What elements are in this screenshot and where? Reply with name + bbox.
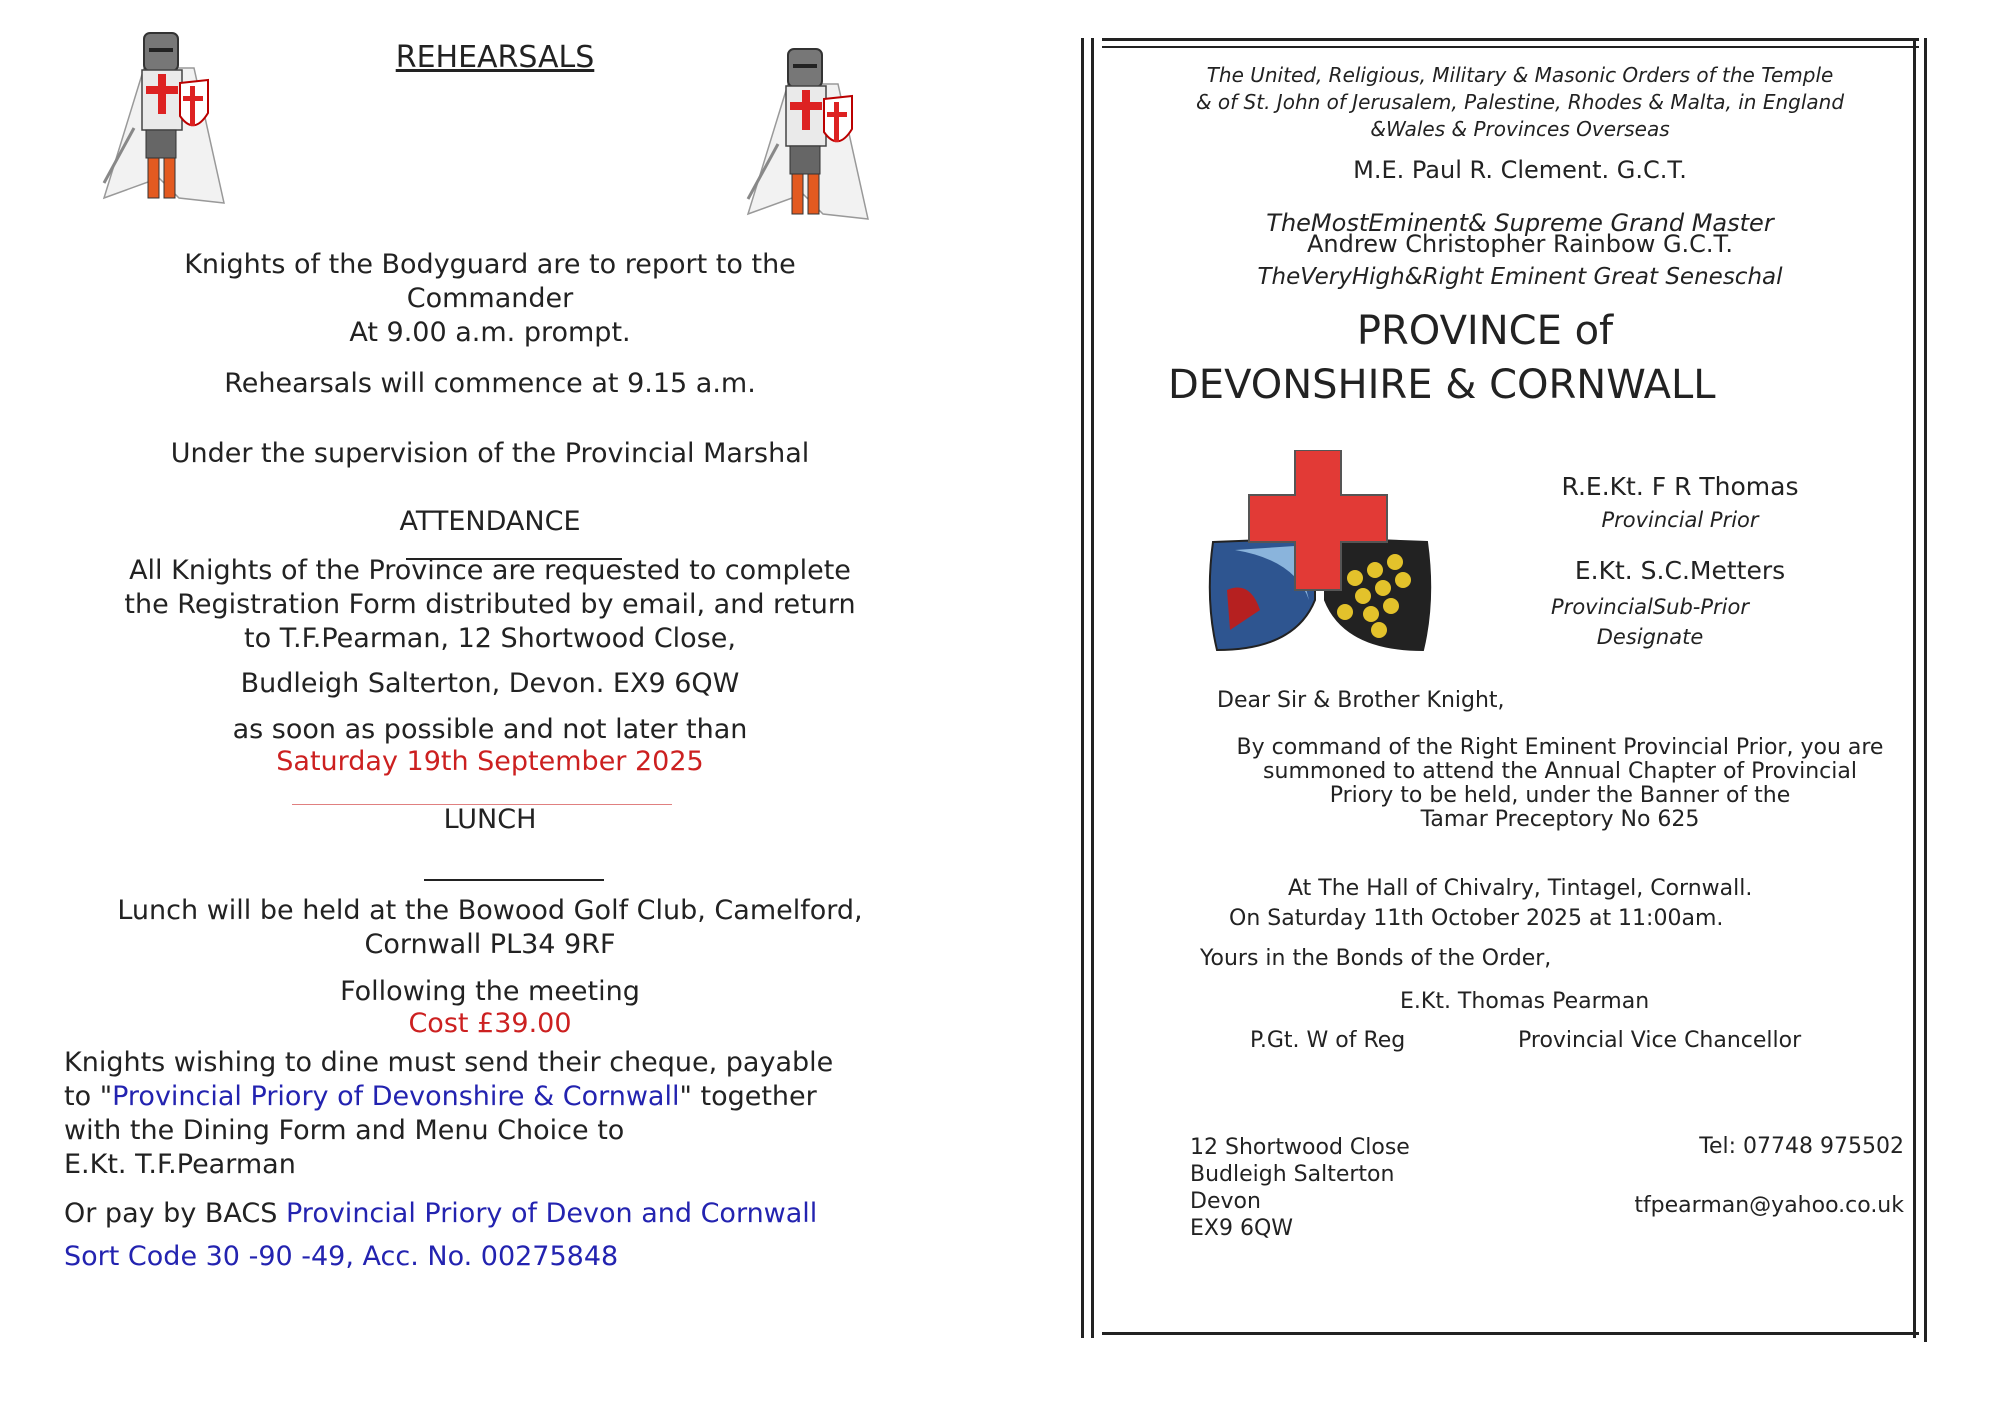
lunch-heading: LUNCH: [443, 804, 537, 835]
summons-line: summoned to attend the Annual Chapter of Provincial: [1263, 759, 1857, 784]
bodyguard-instructions: [60, 248, 920, 350]
border-bottom: [1102, 1332, 1919, 1335]
lunch-line: Cornwall PL34 9RF: [364, 929, 616, 960]
deadline-date: Saturday 19th September 2025: [276, 746, 704, 777]
lunch-divider: [424, 879, 604, 881]
prior-title: Provincial Prior: [1601, 508, 1759, 532]
attendance-line: to T.F.Pearman, 12 Shortwood Close,: [244, 623, 736, 654]
subprior-title-line: ProvincialSub-Prior: [1551, 595, 1749, 619]
attendance-instructions: [60, 554, 920, 656]
deadline-line: as soon as possible and not later than: [232, 714, 748, 745]
bacs-word: BACS: [204, 1198, 278, 1229]
lunch-venue: [60, 894, 920, 962]
attendance-heading: ATTENDANCE: [399, 506, 581, 537]
prior-name: R.E.Kt. F R Thomas: [1561, 472, 1799, 501]
address-line: EX9 6QW: [1190, 1216, 1294, 1241]
templar-knight-illustration-left: [84, 28, 244, 214]
rehearsals-commence: Rehearsals will commence at 9.15 a.m.: [224, 368, 756, 399]
postal-address: [1190, 1134, 1510, 1242]
province-heading-line2: DEVONSHIRE & CORNWALL: [1168, 362, 1716, 408]
cheque-payee: Provincial Priory of Devonshire & Cornwall: [112, 1081, 680, 1112]
rehearsals-heading: REHEARSALS: [395, 40, 595, 75]
border-left-inner: [1091, 38, 1094, 1338]
signatory-office: Provincial Vice Chancellor: [1518, 1028, 1802, 1053]
seneschal-title: TheVeryHigh&Right Eminent Great Seneschal: [1257, 264, 1783, 290]
order-title: [1110, 62, 1930, 143]
lunch-line: Lunch will be held at the Bowood Golf Club, Camelford,: [117, 895, 863, 926]
salutation: Dear Sir & Brother Knight,: [1217, 688, 1505, 713]
address-line: 12 Shortwood Close: [1190, 1135, 1410, 1160]
closing-line: Yours in the Bonds of the Order,: [1200, 946, 1552, 971]
summons-line: Priory to be held, under the Banner of the: [1329, 783, 1791, 808]
bodyguard-line: Knights of the Bodyguard are to report to the: [184, 249, 796, 280]
bacs-line: [64, 1198, 964, 1229]
grand-master-title: TheMostEminent& Supreme Grand Master: [1266, 209, 1774, 237]
order-line: &Wales & Provinces Overseas: [1370, 117, 1670, 141]
provincial-crest-emblem: [1205, 450, 1435, 660]
summons-line: Tamar Preceptory No 625: [1420, 807, 1700, 832]
border-top-outer: [1102, 38, 1919, 41]
bodyguard-line: At 9.00 a.m. prompt.: [349, 317, 631, 348]
following-meeting: Following the meeting: [340, 976, 640, 1007]
attendance-address: Budleigh Salterton, Devon. EX9 6QW: [240, 668, 740, 699]
dining-line: E.Kt. T.F.Pearman: [64, 1149, 296, 1180]
border-top-inner: [1102, 46, 1919, 48]
templar-knight-illustration-right: [728, 44, 888, 230]
supervision-note: Under the supervision of the Provincial Marshal: [170, 438, 810, 469]
attendance-line: All Knights of the Province are requested to complete: [129, 555, 851, 586]
order-line: The United, Religious, Military & Masonic Orders of the Temple: [1206, 63, 1834, 87]
dining-instructions: [64, 1046, 964, 1182]
lunch-cost: Cost £39.00: [408, 1008, 572, 1039]
address-line: Budleigh Salterton: [1190, 1162, 1395, 1187]
quote-close: " together: [679, 1081, 817, 1112]
summons-text: [1190, 736, 1930, 832]
address-line: Devon: [1190, 1189, 1261, 1214]
meeting-date-line: On Saturday 11th October 2025 at 11:00am.: [1229, 906, 1724, 931]
subprior-title-line: Designate: [1596, 625, 1704, 649]
attendance-line: the Registration Form distributed by email, and return: [124, 589, 856, 620]
signatory-rank: P.Gt. W of Reg: [1250, 1028, 1406, 1053]
subprior-name: E.Kt. S.C.Metters: [1574, 556, 1786, 585]
bacs-prefix: Or pay by: [64, 1198, 205, 1229]
seneschal-name: Andrew Christopher Rainbow G.C.T.: [1307, 230, 1733, 258]
email-address[interactable]: tfpearman@yahoo.co.uk: [1634, 1193, 1904, 1218]
border-left-outer: [1081, 38, 1084, 1338]
summons-line: By command of the Right Eminent Provincial Prior, you are: [1236, 735, 1884, 760]
dining-line: Knights wishing to dine must send their cheque, payable: [64, 1047, 834, 1078]
dining-line: with the Dining Form and Menu Choice to: [64, 1115, 625, 1146]
bodyguard-line: Commander: [406, 283, 574, 314]
telephone-number: Tel: 07748 975502: [1699, 1134, 1904, 1159]
order-line: & of St. John of Jerusalem, Palestine, Rhodes & Malta, in England: [1195, 90, 1845, 114]
bank-details: Sort Code 30 -90 -49, Acc. No. 00275848: [64, 1241, 619, 1272]
province-heading-line1: PROVINCE of: [1356, 308, 1614, 354]
dining-line: [64, 1080, 964, 1114]
bacs-payee: Provincial Priory of Devon and Cornwall: [286, 1198, 818, 1229]
quote-open: to ": [64, 1081, 113, 1112]
venue-line: At The Hall of Chivalry, Tintagel, Cornwall.: [1288, 876, 1753, 901]
grand-master-name: M.E. Paul R. Clement. G.C.T.: [1353, 156, 1687, 184]
subprior-title: [1500, 592, 1800, 652]
signatory-name: E.Kt. Thomas Pearman: [1400, 989, 1650, 1014]
